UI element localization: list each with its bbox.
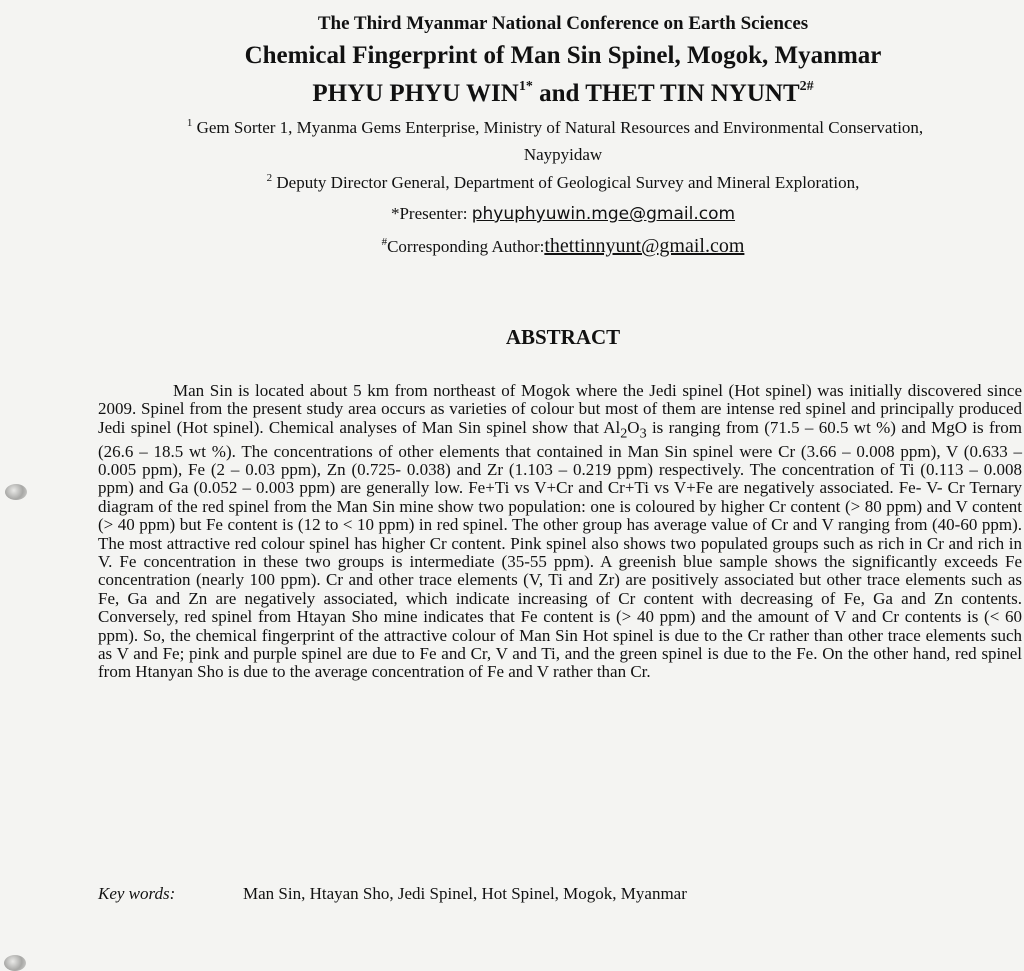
paper-title: Chemical Fingerprint of Man Sin Spinel, Mogok, Myanmar xyxy=(244,42,882,69)
keywords-line xyxy=(98,884,687,904)
corresponding-mark: # xyxy=(381,236,388,248)
formula-o-subscript: 3 xyxy=(639,425,647,442)
abstract-text-part-1: Man Sin is located about 5 km from northeast of Mogok where the Jedi spinel (Hot spinel) was initially discovered since 2009. Spinel from the present study area occurs as varieties of colour but most of them are intense red spinel and principally produced Jedi spinel (Hot spinel). Chemical analyses of Man Sin spinel show that xyxy=(98,381,1022,437)
affiliation-1-number: 1 xyxy=(186,117,193,129)
conference-name: The Third Myanmar National Conference on Earth Sciences xyxy=(317,13,809,34)
author-line xyxy=(0,80,1024,108)
affiliation-2 xyxy=(0,173,1024,193)
presenter-email-link[interactable]: phyuphyuwin.mge@gmail.com xyxy=(471,204,736,224)
affiliation-2-number: 2 xyxy=(266,172,273,184)
author-2-name: THET TIN NYUNT xyxy=(585,80,800,107)
formula-o: O xyxy=(627,417,640,437)
corresponding-label: Corresponding Author: xyxy=(387,237,545,256)
punch-hole-mark xyxy=(4,955,26,971)
corresponding-email-link[interactable]: thettinnyunt@gmail.com xyxy=(544,235,745,257)
abstract-heading: ABSTRACT xyxy=(505,325,621,349)
formula-al: Al xyxy=(603,417,621,437)
affiliation-1-text: Gem Sorter 1, Myanma Gems Enterprise, Ministry of Natural Resources and Environmental Conservation, xyxy=(196,118,924,137)
presenter-line xyxy=(0,204,1024,224)
affiliation-1-city: Naypyidaw xyxy=(523,145,603,164)
presenter-label: *Presenter: xyxy=(390,204,468,223)
affiliation-1 xyxy=(60,118,1024,138)
keywords-value: Man Sin, Htayan Sho, Jedi Spinel, Hot Spinel, Mogok, Myanmar xyxy=(243,884,687,903)
punch-hole-mark xyxy=(5,484,27,500)
author-1-mark: 1* xyxy=(518,79,533,94)
keywords-label: Key words: xyxy=(98,884,176,903)
affiliation-2-text: Deputy Director General, Department of Geological Survey and Mineral Exploration, xyxy=(276,173,860,192)
author-conjunction: and xyxy=(539,80,580,107)
abstract-text-part-2: is ranging from (71.5 – 60.5 wt %) and MgO is from (26.6 – 18.5 wt %). The concentrations of other elements that contained in Man Sin spinel were Cr (3.66 – 0.008 ppm), V (0.633 – 0.005 ppm), Fe (2 – 0.03 ppm), Zn (0.725- 0.038) and Zr (1.103 – 0.219 ppm) respectively. The concentration of Ti (0.113 – 0.008 ppm) and Ga (0.052 – 0.003 ppm) are generally low. Fe+Ti vs V+Cr and Cr+Ti vs V+Fe are negatively associated. Fe- V- Cr Ternary diagram of the red spinel from the Man Sin mine show two population: one is coloured by higher Cr content (> 80 ppm) and V content (> 40 ppm) but Fe content is (12 to < 10 ppm) in red spinel. The other group has average value of Cr and V ranging from (40-60 ppm). The most attractive red colour spinel has higher Cr content. Pink spinel also shows two populated groups such as rich in Cr and rich in V. Fe concentration in these two groups is intermediate (35-55 ppm). A greenish blue sample shows the significantly exceeds Fe concentration (nearly 100 ppm). Cr and other trace elements (V, Ti and Zr) are positively associated but other trace elements such as Fe, Ga and Zn are negatively associated, which indicate increasing of Cr content with decreasing of Fe, Ga and Zn contents. Conversely, red spinel from Htayan Sho mine indicates that Fe content is (> 40 ppm) and the amount of V and Cr contents is (< 60 ppm). So, the chemical fingerprint of the attractive colour of Man Sin Hot spinel is due to the Cr rather than other trace elements such as V and Fe; pink and purple spinel are due to Fe and Cr, V and Ti, and the green spinel is due to the Fe. On the other hand, red spinel from Htanyan Sho is due to the average concentration of Fe and V rather than Cr. xyxy=(98,417,1022,682)
author-2-mark: 2# xyxy=(799,79,814,94)
abstract-paragraph xyxy=(98,382,1022,682)
author-1-name: PHYU PHYU WIN xyxy=(312,80,519,107)
alumina-formula xyxy=(603,417,647,442)
formula-al-subscript: 2 xyxy=(620,425,628,442)
corresponding-line xyxy=(0,235,1024,258)
